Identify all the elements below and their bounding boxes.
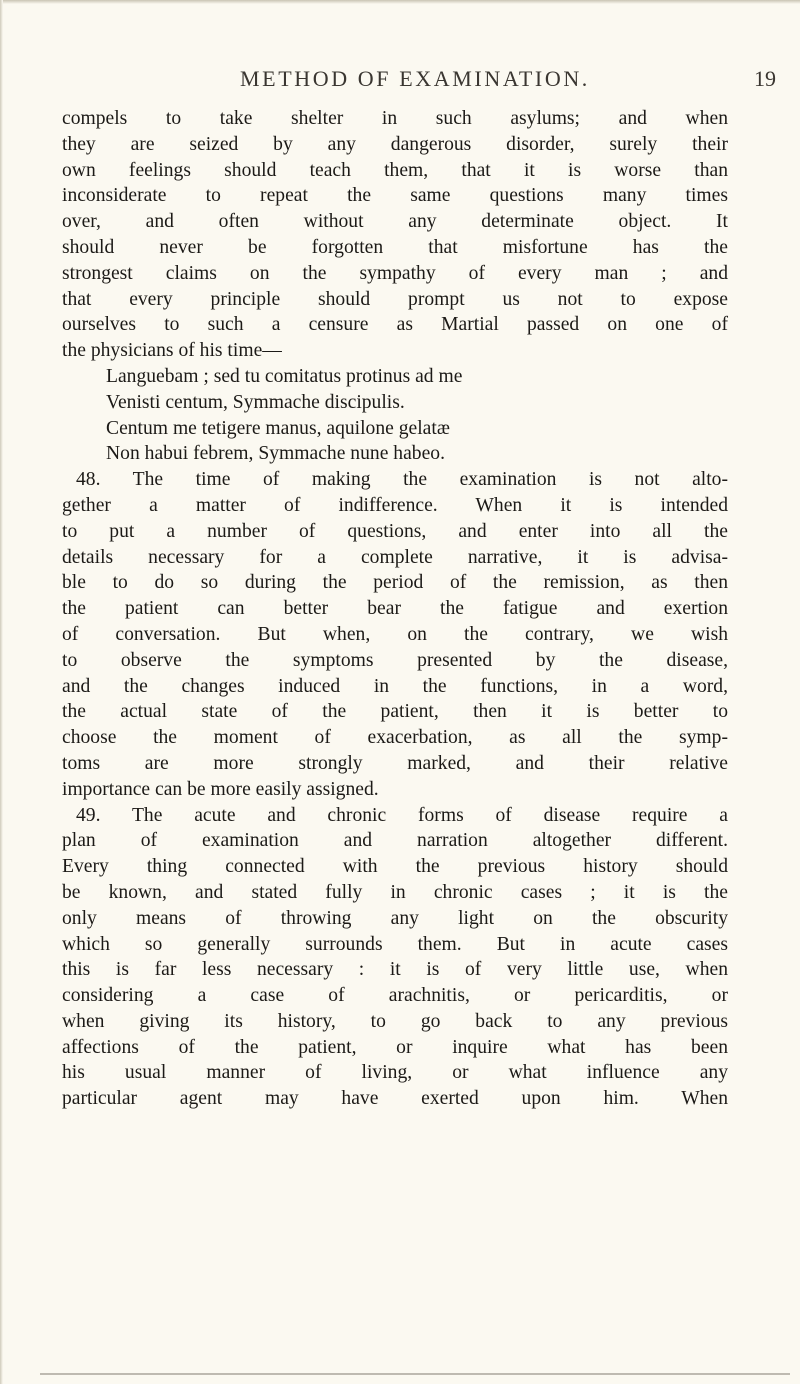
text-line: Every thing connected with the previous history should — [62, 856, 728, 878]
text-line: to observe the symptoms presented by the disease, — [62, 649, 728, 671]
verse-line: Venisti centum, Symmache discipulis. — [106, 391, 405, 413]
text-line: they are seized by any dangerous disorder, surely their — [62, 133, 728, 155]
text-line: gether a matter of indifference. When it is intended — [62, 494, 728, 516]
page-left-edge — [0, 0, 3, 1384]
page-header — [120, 66, 784, 98]
text-line: choose the moment of exacerbation, as all the symp- — [62, 727, 728, 749]
text-line: considering a case of arachnitis, or pericarditis, or — [62, 985, 728, 1007]
text-line: of conversation. But when, on the contrary, we wish — [62, 623, 728, 645]
text-line: which so generally surrounds them. But in acute cases — [62, 933, 728, 955]
text-line: to put a number of questions, and enter into all the — [62, 520, 728, 542]
text-line: only means of throwing any light on the obscurity — [62, 907, 728, 929]
text-line: and the changes induced in the functions, in a word, — [62, 675, 728, 697]
text-line: compels to take shelter in such asylums; and when — [62, 108, 728, 129]
verse-line: Non habui febrem, Symmache nune habeo. — [106, 443, 445, 465]
text-line: own feelings should teach them, that it is worse than — [62, 159, 728, 181]
verse-line: Languebam ; sed tu comitatus protinus ad me — [106, 365, 463, 387]
text-line: the physicians of his time— — [62, 340, 282, 362]
page-top-edge — [0, 0, 800, 4]
page-bottom-edge — [40, 1373, 790, 1375]
text-line: strongest claims on the sympathy of every man ; and — [62, 262, 728, 284]
verse-line: Centum me tetigere manus, aquilone gelatæ — [106, 417, 450, 439]
text-line: ourselves to such a censure as Martial passed on one of — [62, 314, 728, 336]
body-text — [62, 106, 728, 1112]
text-line: that every principle should prompt us not to expose — [62, 288, 728, 310]
text-line: ble to do so during the period of the remission, as then — [62, 572, 728, 594]
text-line: when giving its history, to go back to any previous — [62, 1010, 728, 1032]
text-line: the patient can better bear the fatigue and exertion — [62, 598, 728, 620]
text-line: particular agent may have exerted upon him. When — [62, 1088, 728, 1110]
text-line: his usual manner of living, or what influence any — [62, 1062, 728, 1084]
text-line: be known, and stated fully in chronic cases ; it is the — [62, 881, 728, 903]
text-line: over, and often without any determinate object. It — [62, 211, 728, 233]
text-line: 49. The acute and chronic forms of disease require a — [76, 804, 728, 826]
text-line: affections of the patient, or inquire what has been — [62, 1036, 728, 1058]
text-line: 48. The time of making the examination is not alto- — [76, 469, 728, 491]
text-line: should never be forgotten that misfortune has the — [62, 236, 728, 258]
page-number: 19 — [754, 66, 776, 91]
running-head: METHOD OF EXAMINATION. — [240, 66, 590, 91]
text-line: plan of examination and narration altogether different. — [62, 830, 728, 852]
text-line: inconsiderate to repeat the same questions many times — [62, 185, 728, 207]
text-line: importance can be more easily assigned. — [62, 778, 379, 800]
text-line: toms are more strongly marked, and their relative — [62, 752, 728, 774]
text-line: the actual state of the patient, then it is better to — [62, 701, 728, 723]
text-line: details necessary for a complete narrative, it is advisa- — [62, 546, 728, 568]
text-line: this is far less necessary : it is of very little use, when — [62, 959, 728, 981]
